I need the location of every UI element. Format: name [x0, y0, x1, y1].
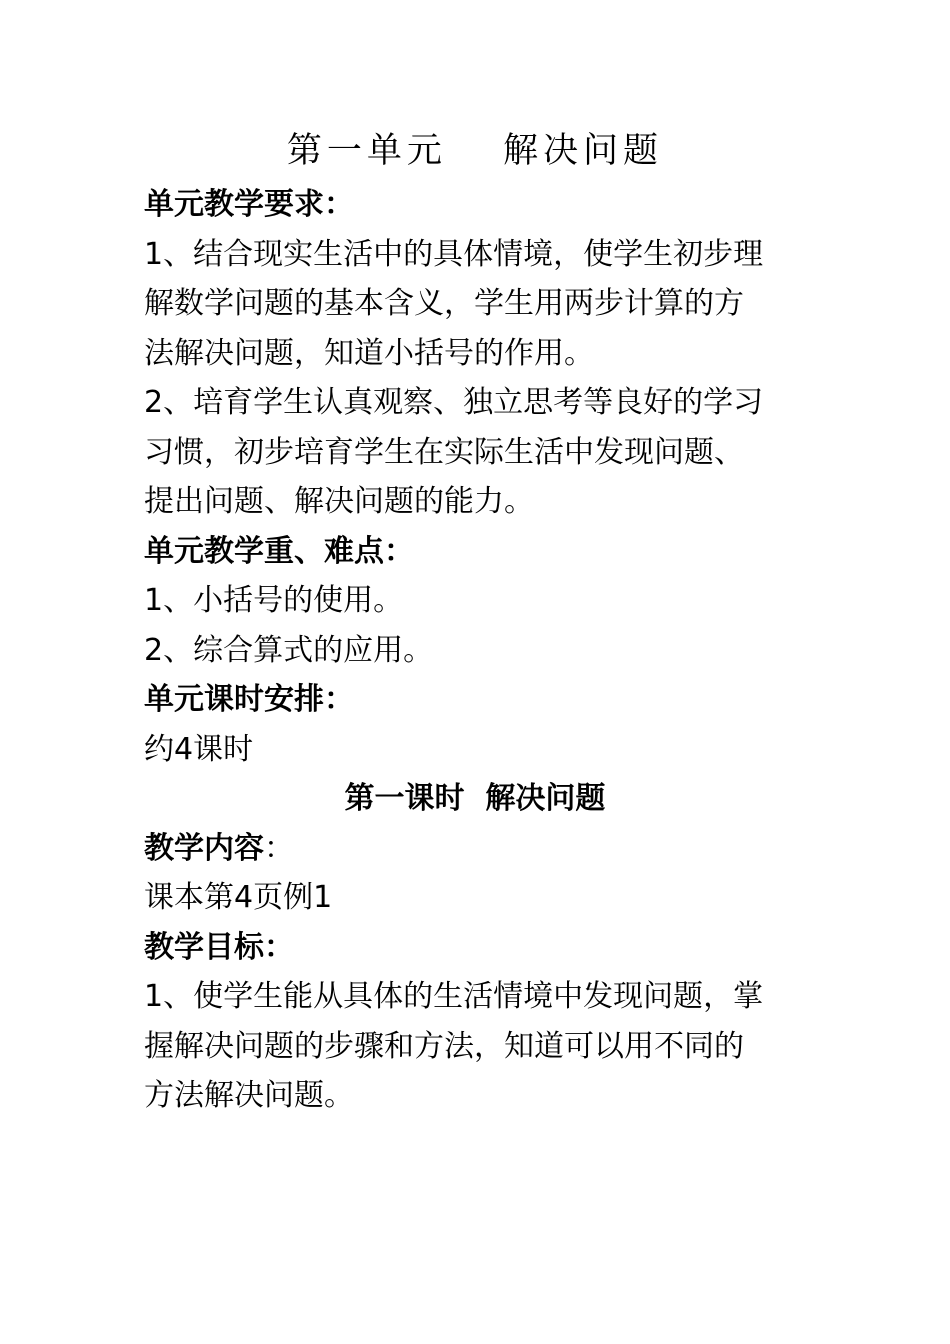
unit-requirement-2-line-3: 提出问题、解决问题的能力。 — [144, 484, 534, 519]
document-page — [144, 122, 806, 1121]
key-points-heading: 单元教学重、难点： — [144, 533, 414, 569]
lesson-content-heading: 教学内容 — [144, 830, 264, 866]
unit-requirement-1-line-2: 解数学问题的基本含义，学生用两步计算的方 — [144, 286, 744, 321]
unit-requirements-heading: 单元教学要求： — [144, 187, 354, 222]
key-point-2: 2、综合算式的应用。 — [144, 632, 434, 668]
unit-requirement-1-line-3: 法解决问题，知道小括号的作用。 — [144, 335, 594, 371]
lesson-goal-1-line-1: 1、使学生能从具体的生活情境中发现问题，掌 — [144, 979, 764, 1014]
lesson-1-heading-text: 第一课时 解决问题 — [344, 781, 606, 816]
lesson-goal-1-line-3: 方法解决问题。 — [144, 1078, 354, 1113]
schedule-value: 约4课时 — [144, 731, 254, 767]
lesson-goal-1-line-2: 握解决问题的步骤和方法，知道可以用不同的 — [144, 1028, 744, 1064]
schedule-heading: 单元课时安排： — [144, 682, 354, 717]
unit-requirement-2-line-2: 习惯，初步培育学生在实际生活中发现问题、 — [144, 434, 744, 470]
key-point-1: 1、小括号的使用。 — [144, 583, 404, 618]
lesson-content-value: 课本第4页例1 — [144, 880, 333, 915]
unit-requirement-1-line-1: 1、结合现实生活中的具体情境，使学生初步理 — [144, 236, 764, 272]
document-title: 第一单元 解决问题 — [286, 131, 664, 171]
unit-requirement-2-line-1: 2、培育学生认真观察、独立思考等良好的学习 — [144, 385, 764, 420]
lesson-goals-heading: 教学目标： — [144, 929, 294, 965]
lesson-1-heading — [144, 774, 806, 824]
lesson-content-colon: ： — [264, 830, 294, 866]
lesson-content-heading-line — [144, 824, 806, 874]
